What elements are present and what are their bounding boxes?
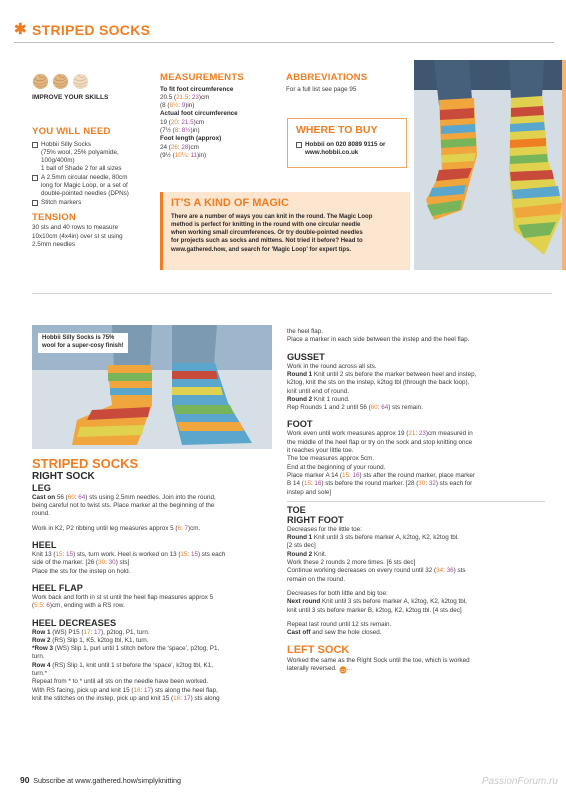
socks-feet-image — [414, 60, 566, 270]
header — [14, 18, 554, 40]
right-foot-heading: RIGHT FOOT — [287, 514, 344, 525]
checkbox-icon — [32, 200, 38, 206]
left-sock-heading: LEFT SOCK — [287, 644, 350, 657]
page-title: STRIPED SOCKS — [32, 22, 151, 38]
header-rule — [14, 42, 554, 43]
checkbox-icon — [32, 175, 38, 181]
abbreviations: ABBREVIATIONS For a full list see page 95 — [286, 73, 406, 94]
yarn-ball-icon — [52, 73, 69, 90]
heel-heading: HEEL — [32, 540, 57, 551]
section-divider — [32, 293, 552, 294]
toe-heading: TOE — [287, 504, 306, 515]
skills-label: IMPROVE YOUR SKILLS — [32, 94, 109, 101]
list-item: Hobbii Silly Socks (75% wool, 25% polyamide, 100g/400m) 1 ball of Shade 2 for all sizes — [32, 141, 154, 174]
yarn-ball-icon — [32, 73, 49, 90]
checkbox-icon — [32, 142, 38, 148]
list-item: A 2.5mm circular needle, 80cm long for Magic Loop, or a set of double-pointed needles (DPNs) — [32, 174, 154, 199]
tension-text: 30 sts and 40 rows to measure 10x10cm (4x4in) over st st using 2.5mm needles — [32, 224, 123, 249]
foot-heading: FOOT — [287, 419, 313, 430]
skills-level — [32, 73, 142, 103]
toe-divider — [287, 501, 545, 502]
socks-photo-bottom — [32, 325, 272, 449]
watermark: PassionForum.ru — [481, 776, 558, 787]
yarn-ball-icon — [339, 666, 347, 674]
you-will-need-title: YOU WILL NEED — [32, 126, 111, 137]
magic-title: IT'S A KIND OF MAGIC — [171, 197, 289, 209]
pattern-left-column: STRIPED SOCKS RIGHT SOCK LEG Cast on 56 (60: 64) sts using 2.5mm needles. Join into the round, being careful not to twist sts. Place marker at the beginning of the round. Work in K2, P2 ribbing until leg measures approx 5 (6: 7)cm. HEEL Knit 13 (15: 15) sts, turn work. Heel is worked on 13 (15: 15) sts each side of the marker. [26 (30: 30) sts] Place the sts for the instep on hold. HEEL FLAP Work back and forth in st st until the heel flap measures approx 5 (5.5: 6)cm, ending with a RS row. HEEL DECREASES Row 1 (WS) P15 (17: 17), p2tog, P1, turn. Row 2 (RS) Slip 1, K5, k2tog tbl, K1, turn. *Row 3 (WS) Slip 1, purl until 1 stitch before the ‘space’, p2tog, P1, turn. Row 4 (RS) Slip 1, knit until 1 st before the ‘space’, k2tog tbl, K1, turn.* Repeat from * to * until all sts on the needle have been worked. With RS facing, pick up and knit 15 (16: 17) sts along the heel flap, knit the stitches on the instep, pick up and knit 15 (16: 17) sts along — [32, 457, 278, 703]
heel-flap-heading: HEEL FLAP — [32, 582, 83, 593]
measurements: MEASUREMENTS To fit foot circumference 20.5 (21.5: 23)cm (8 (8½: 9)in) Actual foot circumference 19 (20: 21.5)cm (7½ (8: 8½)in) Foot length (approx) 24 (26: 28)cm (9½ (10¼: 11)in) — [160, 73, 280, 160]
footer — [20, 775, 560, 789]
you-will-need — [32, 127, 154, 249]
checkbox-icon — [296, 142, 302, 148]
page-number: 90 — [20, 775, 30, 785]
gusset-heading: GUSSET — [287, 351, 325, 362]
pattern-right-column: the heel flap. Place a marker in each side between the instep and the heel flap. GUSSET Work in the round across all sts. Round 1 Knit until 2 sts before the marker between heel and instep, k2tog, knit the sts on the instep, k2tog tbl (through the back loop), knit until end of round. Round 2 Knit 1 round. Rep Rounds 1 and 2 until 56 (60: 64) sts remain. FOOT Work even until work measures approx 19 (21: 23)cm measured in the middle of the heel flap or try on the sock and stop knitting once it reaches your little toe. The toe measures approx 5cm. End at the beginning of your round. Place marker A 14 (15: 16) sts after the round marker, place marker B 14 (15: 16) sts before the round marker. [28 (30: 32) sts each for instep and sole] TOE RIGHT FOOT Decreases for the little toe: Round 1 Knit until 3 sts before marker A, k2tog, K2, k2tog tbl. [2 sts dec] Round 2 Knit. Work these 2 rounds 2 more times. [6 sts dec] Continue working decreases on every round until 32 (34: 36) sts remain on the round. Decreases for both little and big toe: Next round Knit until 3 sts before marker A, k2tog, K2, k2tog tbl, knit until 3 sts before marker B, k2tog, K2, k2tog tbl. [4 sts dec] Repeat last round until 12 sts remain. Cast off and sew the hole closed. LEFT SOCK Worked the same as the Right Sock until the toe, which is worked laterally reversed. ... — [287, 328, 545, 674]
photo-caption: Hobbii Silly Socks is 75% wool for a super-cosy finish! — [38, 333, 128, 353]
abbreviations-title: ABBREVIATIONS — [286, 72, 368, 83]
yarn-ball-icon — [72, 73, 89, 90]
leg-heading: LEG — [32, 482, 51, 493]
where-to-buy-title: WHERE TO BUY — [296, 124, 378, 136]
magic-tip-box: IT'S A KIND OF MAGIC There are a number of ways you can knit in the round. The Magic Loop method is perfect for knitting in the round with one circular needle when working small circumferences. Or try double-pointed needles for projects such as socks and mittens. Not tried it before? Head to www.gathered.how, and search for 'Magic Loop' for expert tips. — [160, 192, 410, 270]
list-item: Stitch markers — [32, 199, 154, 207]
heel-decreases-heading: HEEL DECREASES — [32, 617, 117, 628]
edge-bar — [562, 60, 566, 270]
pattern-subtitle: RIGHT SOCK — [32, 471, 95, 483]
pattern-title: STRIPED SOCKS — [32, 456, 139, 471]
subscribe-text: Subscribe at www.gathered.how/simplyknitting — [33, 776, 182, 785]
star-icon: ✱ — [14, 21, 27, 38]
socks-photo-top — [414, 60, 566, 270]
measurements-title: MEASUREMENTS — [160, 72, 244, 83]
tension-title: TENSION — [32, 211, 77, 223]
where-to-buy-box: WHERE TO BUY Hobbii on 020 8089 9115 or www.hobbii.co.uk — [287, 118, 407, 168]
